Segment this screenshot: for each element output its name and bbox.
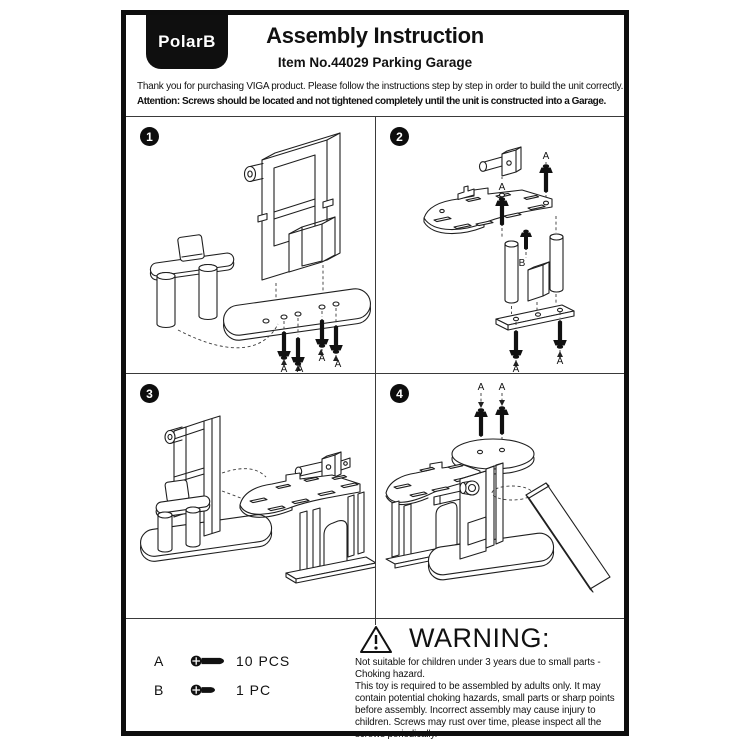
screw-a-icon xyxy=(539,164,553,193)
deck-pillar-assembly xyxy=(240,452,375,583)
screw-a-icon xyxy=(495,406,509,435)
instruction-page xyxy=(121,10,629,740)
part-qty: 1 PC xyxy=(236,682,272,698)
screw-a-icon xyxy=(509,330,523,359)
screw-label: A xyxy=(556,356,564,367)
screw-label: A xyxy=(512,364,520,373)
screw-label: A xyxy=(334,359,342,370)
step-3-badge: 3 xyxy=(140,384,159,403)
step-1-badge: 1 xyxy=(140,127,159,146)
step-2-badge: 2 xyxy=(390,127,409,146)
step-4-badge: 4 xyxy=(390,384,409,403)
item-subtitle: Item No.44029 Parking Garage xyxy=(277,55,473,70)
crank-handle-part xyxy=(480,147,522,176)
step-1-diagram xyxy=(126,116,375,373)
block-part xyxy=(528,262,549,314)
screw-label: A xyxy=(542,151,550,162)
step-4-diagram xyxy=(376,373,624,618)
page-title: Assembly Instruction xyxy=(266,23,484,48)
step-4-panel xyxy=(376,373,624,618)
seat-assembly-part xyxy=(150,234,235,327)
screw-label: B xyxy=(518,258,526,269)
curved-deck-part xyxy=(424,186,552,234)
screw-b-icon xyxy=(520,230,532,250)
part-label: B xyxy=(154,682,164,698)
long-screw-icon xyxy=(190,654,226,668)
warning-triangle-icon xyxy=(359,624,393,654)
step-3-panel xyxy=(126,373,375,618)
flat-bar-part xyxy=(496,305,574,330)
screw-label: A xyxy=(318,353,326,364)
step-2-diagram xyxy=(376,116,624,373)
intro-block xyxy=(137,79,624,109)
warning-section xyxy=(355,623,623,741)
warning-text xyxy=(355,657,623,741)
warning-para-2: This toy is required to be assembled by adults only. It may contain potential choking hazards, small parts or sharp points before assembly. Incorrect assembly may cause injury to children. Screws may rust over time, please inspect all the screws periodically. xyxy=(355,681,615,740)
step-2-panel xyxy=(376,116,624,373)
logo-text: PolarB xyxy=(158,32,216,51)
warning-header xyxy=(359,623,623,654)
warning-para-1: Not suitable for children under 3 years due to small parts - Choking hazard. xyxy=(355,657,601,680)
short-screw-icon xyxy=(190,683,226,697)
part-row-b xyxy=(154,682,290,698)
parts-list xyxy=(154,653,290,698)
part-label: A xyxy=(154,653,164,669)
part-row-a xyxy=(154,653,290,669)
screw-label: A xyxy=(477,382,485,393)
screw-label: A xyxy=(498,382,506,393)
screw-a-icon xyxy=(474,408,488,437)
part-qty: 10 PCS xyxy=(236,653,291,669)
attention-line: Attention: Screws should be located and not tightened completely until the unit is constructed into a Garage. xyxy=(137,96,606,107)
screw-label: A xyxy=(280,364,288,373)
screw-label: A xyxy=(498,182,506,193)
intro-line: Thank you for purchasing VIGA product. Please follow the instructions step by step in order to build the unit correctly. xyxy=(137,81,624,92)
assembled-garage xyxy=(386,462,555,582)
base-plate-part xyxy=(222,287,373,342)
warning-title: WARNING: xyxy=(409,623,550,653)
screw-label: A xyxy=(296,364,304,373)
step-3-diagram xyxy=(126,373,375,618)
step-1-panel xyxy=(126,116,375,373)
elevator-tower-part xyxy=(245,133,341,280)
screw-a-icon xyxy=(553,320,567,349)
